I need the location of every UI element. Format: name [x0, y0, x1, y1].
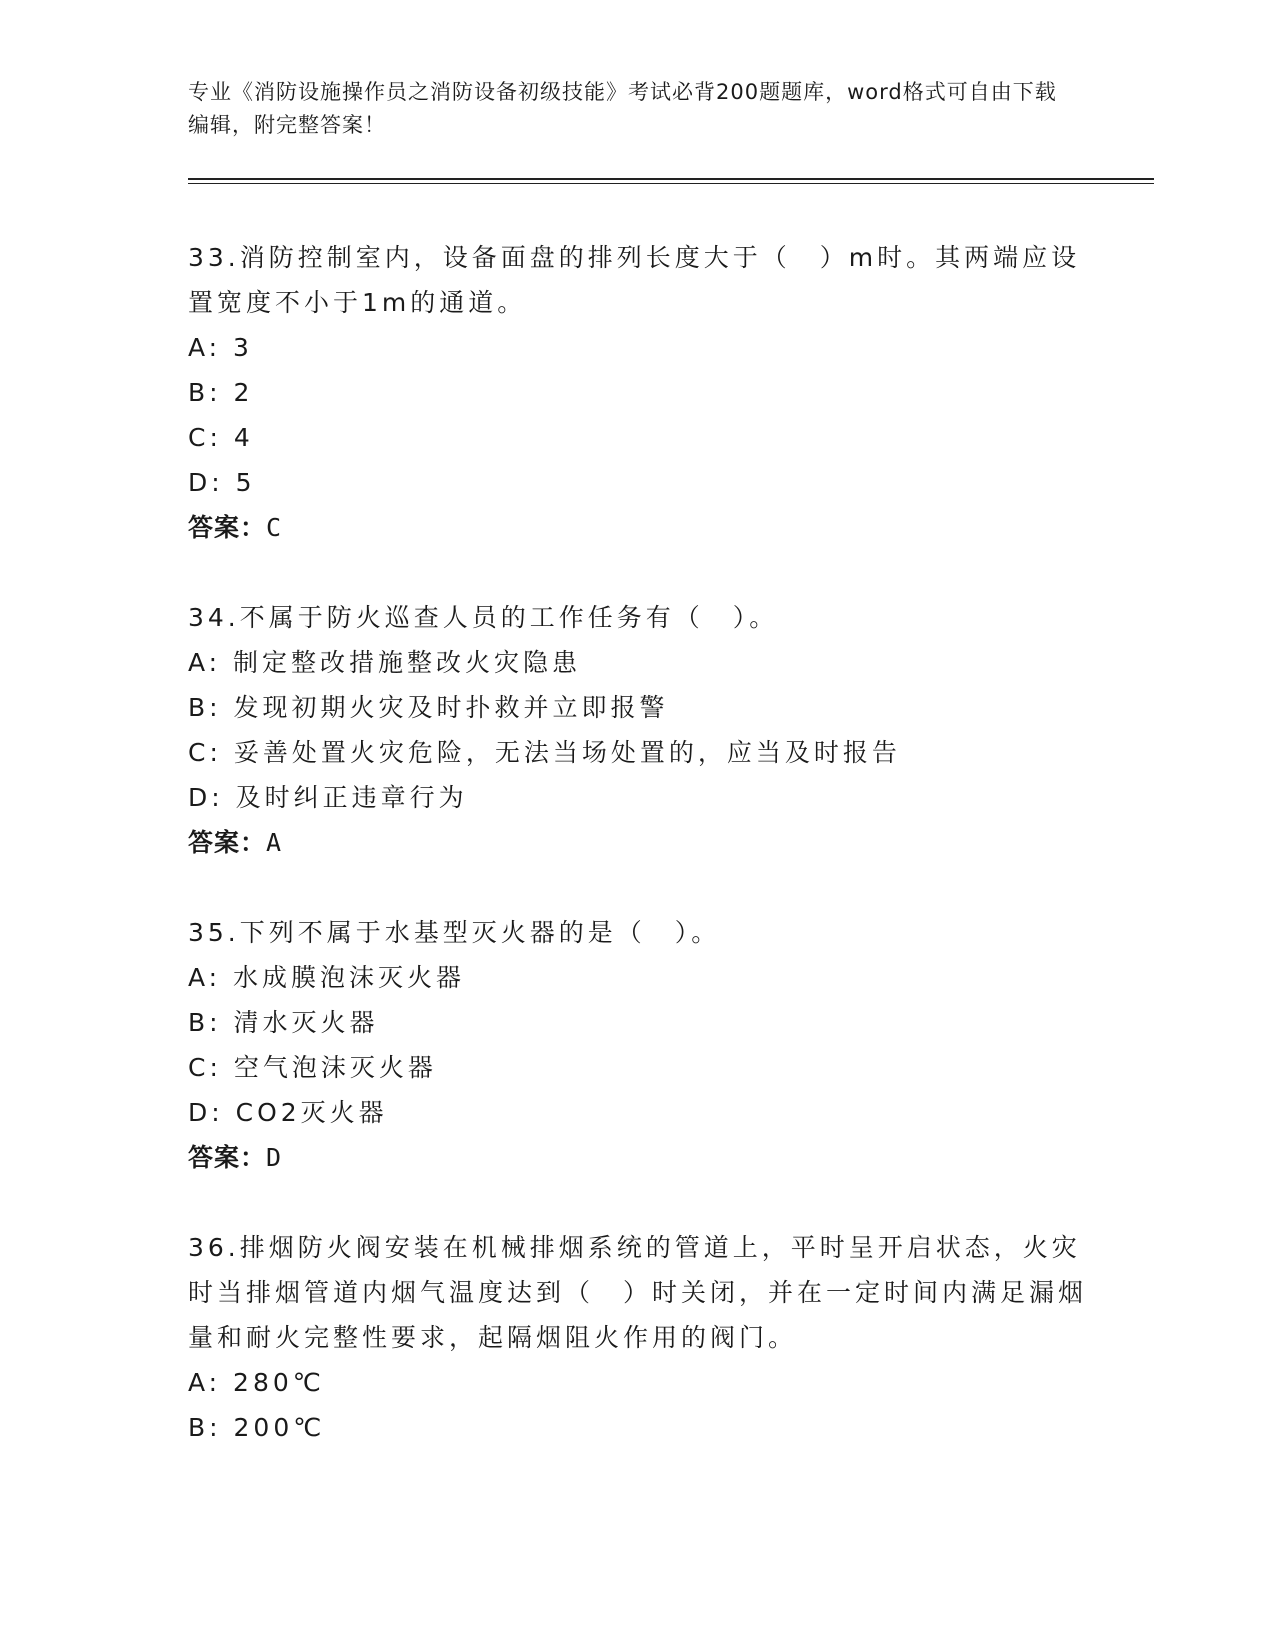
option-d: [188, 1090, 1088, 1135]
option-letter: D:: [188, 1098, 224, 1127]
option-d: [188, 775, 1088, 820]
option-text: 4: [233, 423, 254, 452]
question-34: [188, 595, 1088, 866]
option-c: [188, 415, 1088, 460]
question-33: [188, 235, 1088, 551]
option-text: 发现初期火灾及时扑救并立即报警: [233, 693, 669, 722]
option-text: 5: [235, 468, 256, 497]
question-36: [188, 1225, 1088, 1450]
question-stem: 33.消防控制室内，设备面盘的排列长度大于（ ）m时。其两端应设置宽度不小于1m的通道。: [188, 243, 1081, 317]
option-a: [188, 1360, 1088, 1405]
answer-line: [188, 820, 1088, 866]
question-stem: 36.排烟防火阀安装在机械排烟系统的管道上，平时呈开启状态，火灾时当排烟管道内烟气温度达到（ ）时关闭，并在一定时间内满足漏烟量和耐火完整性要求，起隔烟阻火作用的阀门。: [188, 1233, 1088, 1352]
option-letter: D:: [188, 783, 224, 812]
option-a: [188, 325, 1088, 370]
option-text: 及时纠正违章行为: [235, 783, 468, 812]
answer-value: D: [266, 1143, 283, 1172]
option-b: [188, 685, 1088, 730]
option-text: 2: [233, 378, 254, 407]
option-b: [188, 370, 1088, 415]
option-text: 空气泡沫灭火器: [233, 1053, 437, 1082]
option-b: [188, 1000, 1088, 1045]
option-letter: C:: [188, 1053, 222, 1082]
answer-line: [188, 1135, 1088, 1181]
question-35: [188, 910, 1088, 1181]
answer-label: 答案：: [188, 828, 267, 857]
option-letter: B:: [188, 1008, 222, 1037]
option-letter: A:: [188, 333, 222, 362]
answer-value: C: [266, 513, 283, 542]
option-letter: A:: [188, 648, 222, 677]
option-letter: D:: [188, 468, 224, 497]
option-letter: C:: [188, 423, 222, 452]
option-text: 3: [233, 333, 253, 362]
option-letter: B:: [188, 1413, 222, 1442]
header-divider-thin: [188, 183, 1154, 184]
option-letter: B:: [188, 378, 222, 407]
option-d: [188, 460, 1088, 505]
document-header: 专业《消防设施操作员之消防设备初级技能》考试必背200题题库，word格式可自由下载编辑，附完整答案！: [188, 80, 1057, 137]
option-letter: B:: [188, 693, 222, 722]
answer-value: A: [266, 828, 283, 857]
option-c: [188, 730, 1088, 775]
option-letter: C:: [188, 738, 222, 767]
option-c: [188, 1045, 1088, 1090]
option-text: 制定整改措施整改火灾隐患: [233, 648, 582, 677]
question-list: [188, 235, 1088, 1494]
answer-line: [188, 505, 1088, 551]
option-letter: A:: [188, 1368, 222, 1397]
option-a: [188, 955, 1088, 1000]
option-text: 水成膜泡沫灭火器: [233, 963, 466, 992]
answer-label: 答案：: [188, 513, 267, 542]
question-stem: 34.不属于防火巡查人员的工作任务有（ ）。: [188, 603, 779, 632]
option-text: CO2灭火器: [235, 1098, 388, 1127]
option-text: 280℃: [233, 1368, 325, 1397]
option-a: [188, 640, 1088, 685]
option-text: 200℃: [233, 1413, 326, 1442]
option-letter: A:: [188, 963, 222, 992]
option-b: [188, 1405, 1088, 1450]
option-text: 妥善处置火灾危险，无法当场处置的，应当及时报告: [233, 738, 901, 767]
question-stem: 35.下列不属于水基型灭火器的是（ ）。: [188, 918, 721, 947]
option-text: 清水灭火器: [233, 1008, 379, 1037]
answer-label: 答案：: [188, 1143, 267, 1172]
header-divider-thick: [188, 178, 1154, 180]
